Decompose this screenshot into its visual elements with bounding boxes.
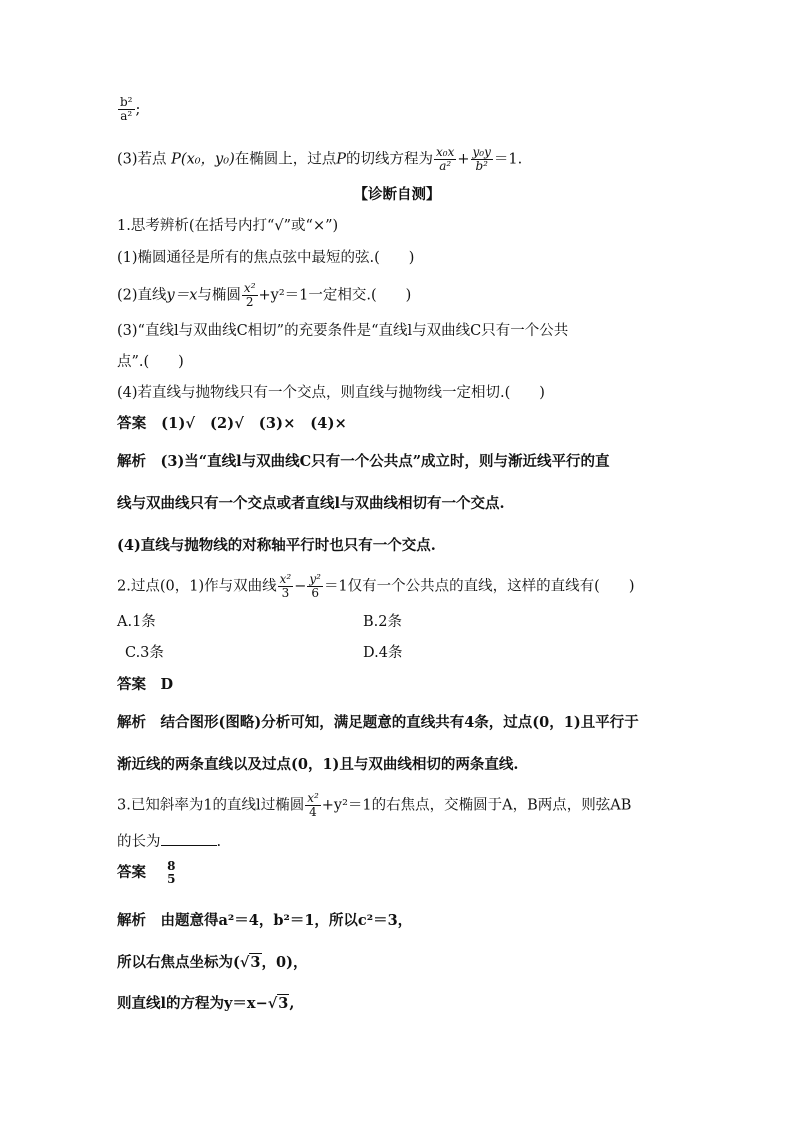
q1-analysis-line3: (4)直线与抛物线的对称轴平行时也只有一个交点. — [117, 537, 436, 554]
fraction-y2-6: $\frac{\text{y²}}{6}$ — [309, 572, 321, 600]
fraction-y0y-b2: $\frac{\text{y₀y}}{\text{b²}}$ — [472, 145, 491, 173]
q1-item1: (1)椭圆通径是所有的焦点弦中最短的弦.( ) — [117, 250, 415, 266]
q2-analysis-line2: 渐近线的两条直线以及过点(0，1)且与双曲线相切的两条直线. — [117, 756, 519, 773]
q2-option-b: B.2条 — [363, 614, 402, 630]
answer-blank — [161, 831, 217, 846]
q3-stem-line2: 的长为 . — [117, 831, 221, 852]
sqrt-3-b: √3 — [267, 995, 289, 1012]
section-title: 【诊断自测】 — [353, 186, 441, 203]
q1-answer: 答案 (1)√ (2)√ (3)× (4)× — [117, 415, 347, 432]
q2-option-c: C.3条 — [125, 645, 164, 661]
q3-analysis-line3: 则直线l的方程为y＝x−√3, — [117, 995, 295, 1012]
fraction-x2-4: $\frac{\text{x²}}{4}$ — [307, 791, 319, 819]
property-3-line: (3)若点 P(x₀，y₀)在椭圆上，过点P的切线方程为 $\frac{\text{x₀x}}{\text{a²}}$ + $\frac{\text{y₀y}}{\text{b²}}$ ＝1. — [117, 145, 523, 173]
q1-item4: (4)若直线与抛物线只有一个交点，则直线与抛物线一定相切.( ) — [117, 385, 545, 401]
q3-stem-line1: 3.已知斜率为1的直线l过椭圆 $\frac{\text{x²}}{4}$ +y²＝1的右焦点，交椭圆于A，B两点，则弦AB — [117, 791, 632, 819]
q1-analysis-line1: 解析 (3)当“直线l与双曲线C只有一个公共点”成立时，则与渐近线平行的直 — [117, 453, 610, 470]
q1-analysis-line2: 线与双曲线只有一个交点或者直线l与双曲线相切有一个交点. — [117, 495, 505, 512]
fraction-x2-3: $\frac{\text{x²}}{3}$ — [279, 572, 292, 600]
q1-item3-line1: (3)“直线l与双曲线C相切”的充要条件是“直线l与双曲线C只有一个公共 — [117, 323, 569, 339]
q2-analysis-line1: 解析 结合图形(图略)分析可知，满足题意的直线共有4条，过点(0，1)且平行于 — [117, 714, 639, 731]
q2-answer: 答案 D — [117, 676, 174, 693]
fraction-8-5: 8 5 — [167, 859, 176, 886]
q3-analysis-line1: 解析 由题意得a²＝4，b²＝1，所以c²＝3， — [117, 912, 413, 929]
q2-option-a: A.1条 — [117, 614, 156, 630]
q2-stem: 2.过点(0，1)作与双曲线 $\frac{\text{x²}}{3}$ − $\frac{\text{y²}}{6}$ ＝1仅有一个公共点的直线，这样的直线有( ) — [117, 572, 635, 600]
fraction-x0x-a2: $\frac{\text{x₀x}}{\text{a²}}$ — [436, 145, 455, 173]
top-fraction-line: $\frac{\text{b²}}{\text{a²}}$ ; — [120, 95, 141, 123]
q1-item3-line2: 点”.( ) — [117, 354, 184, 370]
sqrt-3: √3 — [239, 954, 261, 971]
q3-answer: 答案 8 5 — [117, 859, 176, 886]
q3-analysis-line2: 所以右焦点坐标为(√3，0)， — [117, 954, 308, 971]
fraction-b2-a2: $\frac{\text{b²}}{\text{a²}}$ — [120, 95, 133, 123]
q1-stem: 1.思考辨析(在括号内打“√”或“×”) — [117, 218, 339, 234]
q1-item2: (2)直线y＝x与椭圆 $\frac{\text{x²}}{2}$ +y²＝1一定相交.( ) — [117, 281, 412, 309]
q2-option-d: D.4条 — [363, 645, 403, 661]
fraction-x2-2: $\frac{\text{x²}}{2}$ — [243, 281, 256, 309]
